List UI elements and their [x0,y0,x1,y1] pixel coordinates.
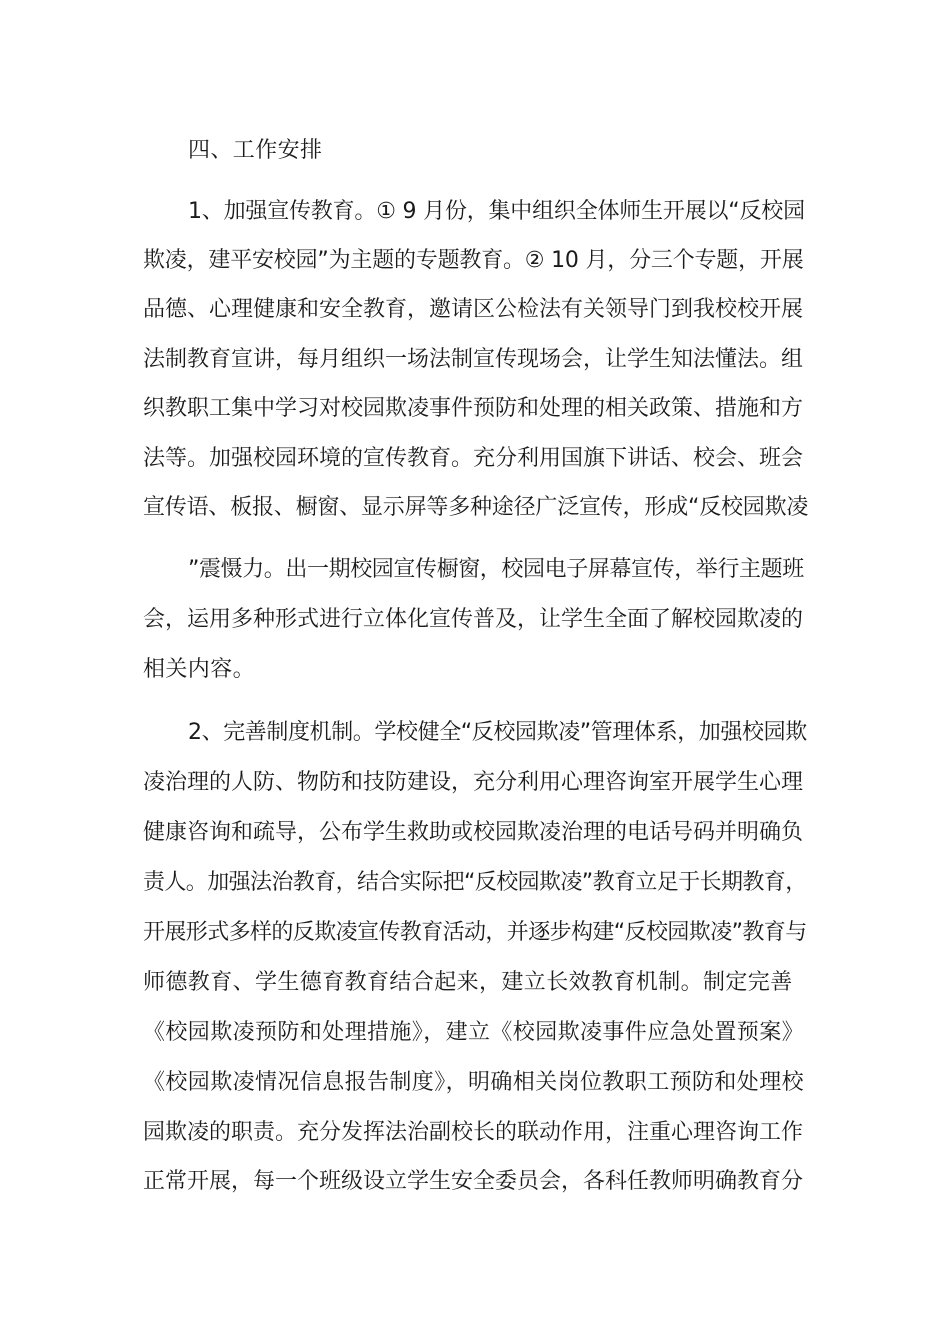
paragraph-3-line-10: 正常开展，每一个班级设立学生安全委员会，各科任教师明确教育分 [143,1169,804,1194]
paragraph-1-line-4: 法制教育宣讲，每月组织一场法制宣传现场会，让学生知法懂法。组 [143,347,804,372]
section-heading: 四、工作安排 [188,138,323,163]
paragraph-1-line-5: 织教职工集中学习对校园欺凌事件预防和处理的相关政策、措施和方 [143,396,804,421]
paragraph-3-line-8: 《校园欺凌情况信息报告制度》，明确相关岗位教职工预防和处理校 [143,1070,805,1095]
paragraph-3-line-1: 2、完善制度机制。学校健全“反校园欺凌”管理体系，加强校园欺 [188,720,807,745]
paragraph-3-line-6: 师德教育、学生德育教育结合起来，建立长效教育机制。制定完善 [143,970,793,995]
paragraph-3-line-7: 《校园欺凌预防和处理措施》，建立《校园欺凌事件应急处置预案》 [143,1020,805,1045]
paragraph-3-line-3: 健康咨询和疏导，公布学生救助或校园欺凌治理的电话号码并明确负 [143,820,804,845]
paragraph-3-line-5: 开展形式多样的反欺凌宣传教育活动，并逐步构建“反校园欺凌”教育与 [143,920,807,945]
paragraph-1-line-2: 欺凌，建平安校园”为主题的专题教育。② 10 月，分三个专题，开展 [143,248,804,273]
paragraph-3-line-2: 凌治理的人防、物防和技防建设，充分利用心理咨询室开展学生心理 [143,770,804,795]
paragraph-2-line-1: ”震慑力。出一期校园宣传橱窗，校园电子屏幕宣传，举行主题班 [188,557,804,582]
paragraph-1-line-6: 法等。加强校园环境的宣传教育。充分利用国旗下讲话、校会、班会 [143,446,804,471]
paragraph-3-line-9: 园欺凌的职责。充分发挥法治副校长的联动作用，注重心理咨询工作 [143,1120,804,1145]
paragraph-1-line-7: 宣传语、板报、橱窗、显示屏等多种途径广泛宣传，形成“反校园欺凌 [143,495,809,520]
paragraph-2-line-3: 相关内容。 [143,657,256,682]
paragraph-1-line-1: 1、加强宣传教育。① 9 月份，集中组织全体师生开展以“反校园 [188,199,805,224]
paragraph-3-line-4: 责人。加强法治教育，结合实际把“反校园欺凌”教育立足于长期教育， [143,870,807,895]
paragraph-2-line-2: 会，运用多种形式进行立体化宣传普及，让学生全面了解校园欺凌的 [143,607,804,632]
paragraph-1-line-3: 品德、心理健康和安全教育，邀请区公检法有关领导门到我校校开展 [143,297,804,322]
